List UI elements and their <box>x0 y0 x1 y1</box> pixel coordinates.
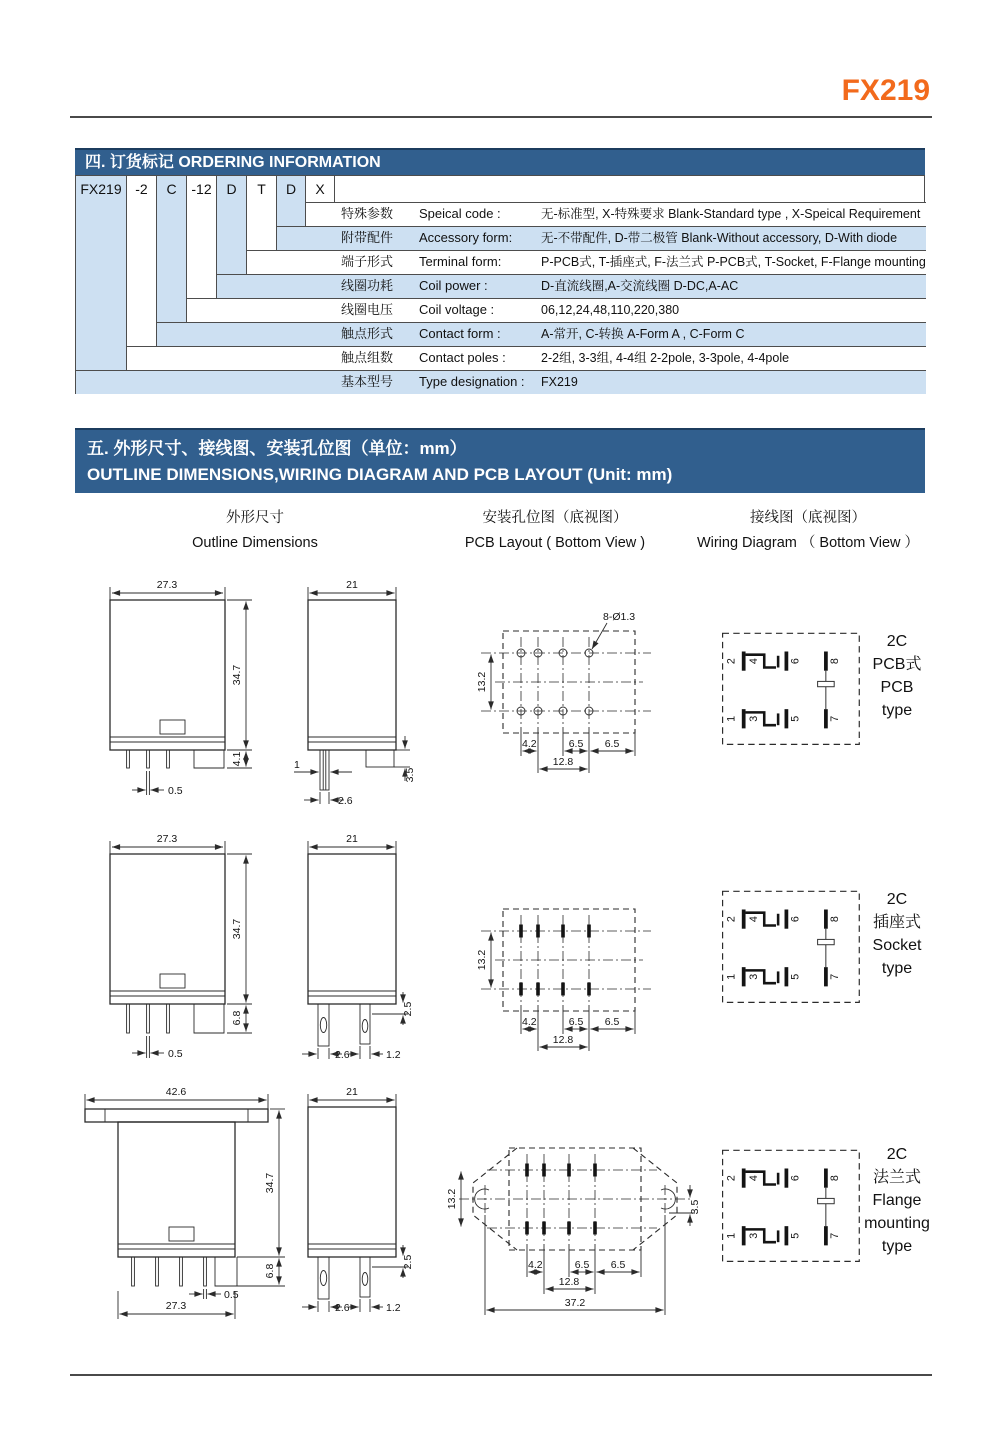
svg-text:0.5: 0.5 <box>224 1289 239 1301</box>
row-value: 2-2组, 3-3组, 4-4组 2-2pole, 3-3pole, 4-4pole <box>541 351 790 365</box>
outline-front-view-socket <box>90 828 282 1064</box>
code-cell-power: D <box>217 176 247 202</box>
pcb-layout-socket-type <box>455 884 690 1076</box>
col-title-wiring: 接线图（底视图） Wiring Diagram （ Bottom View ） <box>696 510 920 551</box>
svg-text:2.5: 2.5 <box>402 1001 414 1017</box>
svg-text:27.3: 27.3 <box>165 1300 187 1312</box>
svg-text:7: 7 <box>828 715 841 722</box>
svg-text:6.5: 6.5 <box>610 1259 626 1271</box>
svg-text:6.5: 6.5 <box>568 738 584 750</box>
svg-text:1: 1 <box>725 715 738 722</box>
outline-section-header <box>75 428 925 493</box>
svg-text:4: 4 <box>747 916 760 923</box>
svg-text:21: 21 <box>346 579 358 591</box>
ordering-section-title: 四. 订货标记 ORDERING INFORMATION <box>75 148 925 176</box>
code-cell-special: X <box>306 176 335 202</box>
svg-text:8-Ø1.3: 8-Ø1.3 <box>603 611 636 623</box>
code-cell-poles: -2 <box>127 176 157 202</box>
code-cell-terminal: T <box>247 176 277 202</box>
outline-section-title-cn: 五. 外形尺寸、接线图、安装孔位图（单位：mm） <box>87 439 467 458</box>
drawing-row-flange-type <box>75 1075 955 1327</box>
code-cell-base: FX219 <box>76 176 127 202</box>
row-value: 06,12,24,48,110,220,380 <box>541 303 680 317</box>
svg-text:2.5: 2.5 <box>402 1254 414 1270</box>
ordering-row <box>76 370 924 394</box>
svg-text:2: 2 <box>725 658 738 665</box>
svg-text:5: 5 <box>789 973 802 980</box>
svg-text:6.8: 6.8 <box>264 1263 276 1279</box>
svg-text:8: 8 <box>828 1175 841 1182</box>
row-value: P-PCB式, T-插座式, F-法兰式 P-PCB式, T-Socket, F-Flange mounting <box>541 255 926 269</box>
svg-text:1: 1 <box>725 1232 738 1239</box>
column-titles <box>75 506 925 558</box>
svg-text:2: 2 <box>725 1175 738 1182</box>
svg-text:2.6: 2.6 <box>338 795 353 807</box>
svg-text:4: 4 <box>747 658 760 665</box>
ordering-row <box>76 202 924 226</box>
svg-text:7: 7 <box>828 973 841 980</box>
svg-text:2: 2 <box>725 916 738 923</box>
svg-text:6.8: 6.8 <box>231 1010 243 1026</box>
svg-text:34.7: 34.7 <box>231 918 243 940</box>
outline-side-view-socket <box>280 828 420 1064</box>
svg-text:8: 8 <box>828 658 841 665</box>
svg-text:2.6: 2.6 <box>335 1302 350 1314</box>
row-label-en: Type designation : <box>419 374 525 389</box>
svg-text:6.5: 6.5 <box>574 1259 590 1271</box>
svg-text:12.8: 12.8 <box>558 1276 580 1288</box>
ordering-row <box>76 298 924 322</box>
svg-text:2.6: 2.6 <box>335 1049 350 1061</box>
top-rule <box>70 116 932 118</box>
col-title-pcb-layout: 安装孔位图（底视图） PCB Layout ( Bottom View ) <box>464 510 646 551</box>
svg-text:4.1: 4.1 <box>231 751 243 767</box>
svg-text:27.3: 27.3 <box>156 579 178 591</box>
row-label-cn: 基本型号 <box>341 374 394 389</box>
row-label-en: Contact form : <box>419 326 501 341</box>
row-label-en: Speical code : <box>419 206 501 221</box>
svg-text:4: 4 <box>747 1175 760 1182</box>
code-cell-accessory: D <box>277 176 306 202</box>
svg-text:5: 5 <box>789 1232 802 1239</box>
svg-text:0.5: 0.5 <box>168 1048 183 1060</box>
ordering-row <box>76 346 924 370</box>
row-value: D-直流线圈,A-交流线圈 D-DC,A-AC <box>541 279 739 293</box>
product-code: FX219 <box>841 74 930 107</box>
pcb-layout-flange-type <box>447 1123 705 1331</box>
svg-text:1.2: 1.2 <box>386 1302 401 1314</box>
svg-text:1.2: 1.2 <box>386 1049 401 1061</box>
ordering-row <box>76 322 924 346</box>
svg-text:34.7: 34.7 <box>264 1172 276 1194</box>
row-value: FX219 <box>541 375 578 389</box>
svg-text:34.7: 34.7 <box>231 664 243 686</box>
row-label-cn: 触点组数 <box>341 350 394 365</box>
svg-text:12.8: 12.8 <box>552 1034 574 1046</box>
svg-text:0.5: 0.5 <box>168 785 183 797</box>
row-label-en: Coil voltage : <box>419 302 495 317</box>
bottom-rule <box>70 1374 932 1376</box>
row-value: 无-标准型, X-特殊要求 Blank-Standard type , X-Speical Requirement <box>541 207 921 221</box>
svg-text:6.5: 6.5 <box>604 738 620 750</box>
row-label-en: Terminal form: <box>419 254 502 269</box>
row-label-cn: 特殊参数 <box>341 206 394 221</box>
svg-text:7: 7 <box>828 1232 841 1239</box>
svg-text:6: 6 <box>789 658 802 665</box>
svg-text:6: 6 <box>789 1175 802 1182</box>
col-title-outline: 外形尺寸 Outline Dimensions <box>192 510 318 551</box>
row-label-cn: 端子形式 <box>341 254 394 269</box>
svg-text:3: 3 <box>747 1232 760 1239</box>
svg-text:4.2: 4.2 <box>522 738 537 750</box>
row-value: 无-不带配件, D-带二极管 Blank-Without accessory, D-With diode <box>541 231 898 245</box>
svg-text:4.2: 4.2 <box>528 1259 543 1271</box>
row-label-cn: 触点形式 <box>341 326 394 341</box>
svg-text:12.8: 12.8 <box>552 756 574 768</box>
type-label-pcb: 2C PCB式 PCB type <box>872 633 922 719</box>
drawing-row-socket-type <box>75 822 955 1074</box>
pcb-layout-pcb-type <box>455 606 690 798</box>
svg-text:5: 5 <box>789 715 802 722</box>
svg-text:13.2: 13.2 <box>446 1188 458 1210</box>
svg-text:4.2: 4.2 <box>522 1016 537 1028</box>
svg-text:13.2: 13.2 <box>476 671 488 693</box>
svg-text:27.3: 27.3 <box>156 833 178 845</box>
outline-section-title-en: OUTLINE DIMENSIONS,WIRING DIAGRAM AND PCB LAYOUT (Unit: mm) <box>87 464 673 484</box>
svg-text:21: 21 <box>346 833 358 845</box>
ordering-information-table <box>75 148 925 394</box>
outline-front-view-flange <box>75 1081 293 1329</box>
svg-text:3.5: 3.5 <box>404 767 416 783</box>
svg-text:6: 6 <box>789 916 802 923</box>
outline-side-view-pcb <box>280 574 420 810</box>
row-value: A-常开, C-转换 A-Form A , C-Form C <box>541 327 745 341</box>
code-cell-form: C <box>157 176 187 202</box>
ordering-row <box>76 274 924 298</box>
svg-text:42.6: 42.6 <box>165 1086 187 1098</box>
svg-text:3: 3 <box>747 715 760 722</box>
svg-text:6.5: 6.5 <box>568 1016 584 1028</box>
svg-text:3: 3 <box>747 973 760 980</box>
svg-text:3.5: 3.5 <box>689 1199 701 1215</box>
row-label-cn: 线圈电压 <box>341 302 394 317</box>
row-label-en: Coil power : <box>419 278 488 293</box>
svg-text:6.5: 6.5 <box>604 1016 620 1028</box>
svg-text:1: 1 <box>725 973 738 980</box>
outline-front-view-pcb <box>90 574 282 810</box>
code-cell-voltage: -12 <box>187 176 217 202</box>
svg-text:1: 1 <box>294 759 300 771</box>
row-label-cn: 附带配件 <box>341 230 394 245</box>
drawing-row-pcb-type <box>75 568 955 820</box>
type-label-flange: 2C 法兰式 Flange mounting type <box>864 1146 930 1255</box>
type-label-socket: 2C 插座式 Socket type <box>872 891 922 977</box>
ordering-row <box>76 226 924 250</box>
row-label-cn: 线圈功耗 <box>341 278 394 293</box>
svg-text:37.2: 37.2 <box>564 1297 586 1309</box>
ordering-row <box>76 250 924 274</box>
svg-text:21: 21 <box>346 1086 358 1098</box>
row-label-en: Contact poles : <box>419 350 506 365</box>
svg-text:8: 8 <box>828 916 841 923</box>
svg-text:13.2: 13.2 <box>476 949 488 971</box>
outline-side-view-flange <box>280 1081 420 1317</box>
row-label-en: Accessory form: <box>419 230 513 245</box>
